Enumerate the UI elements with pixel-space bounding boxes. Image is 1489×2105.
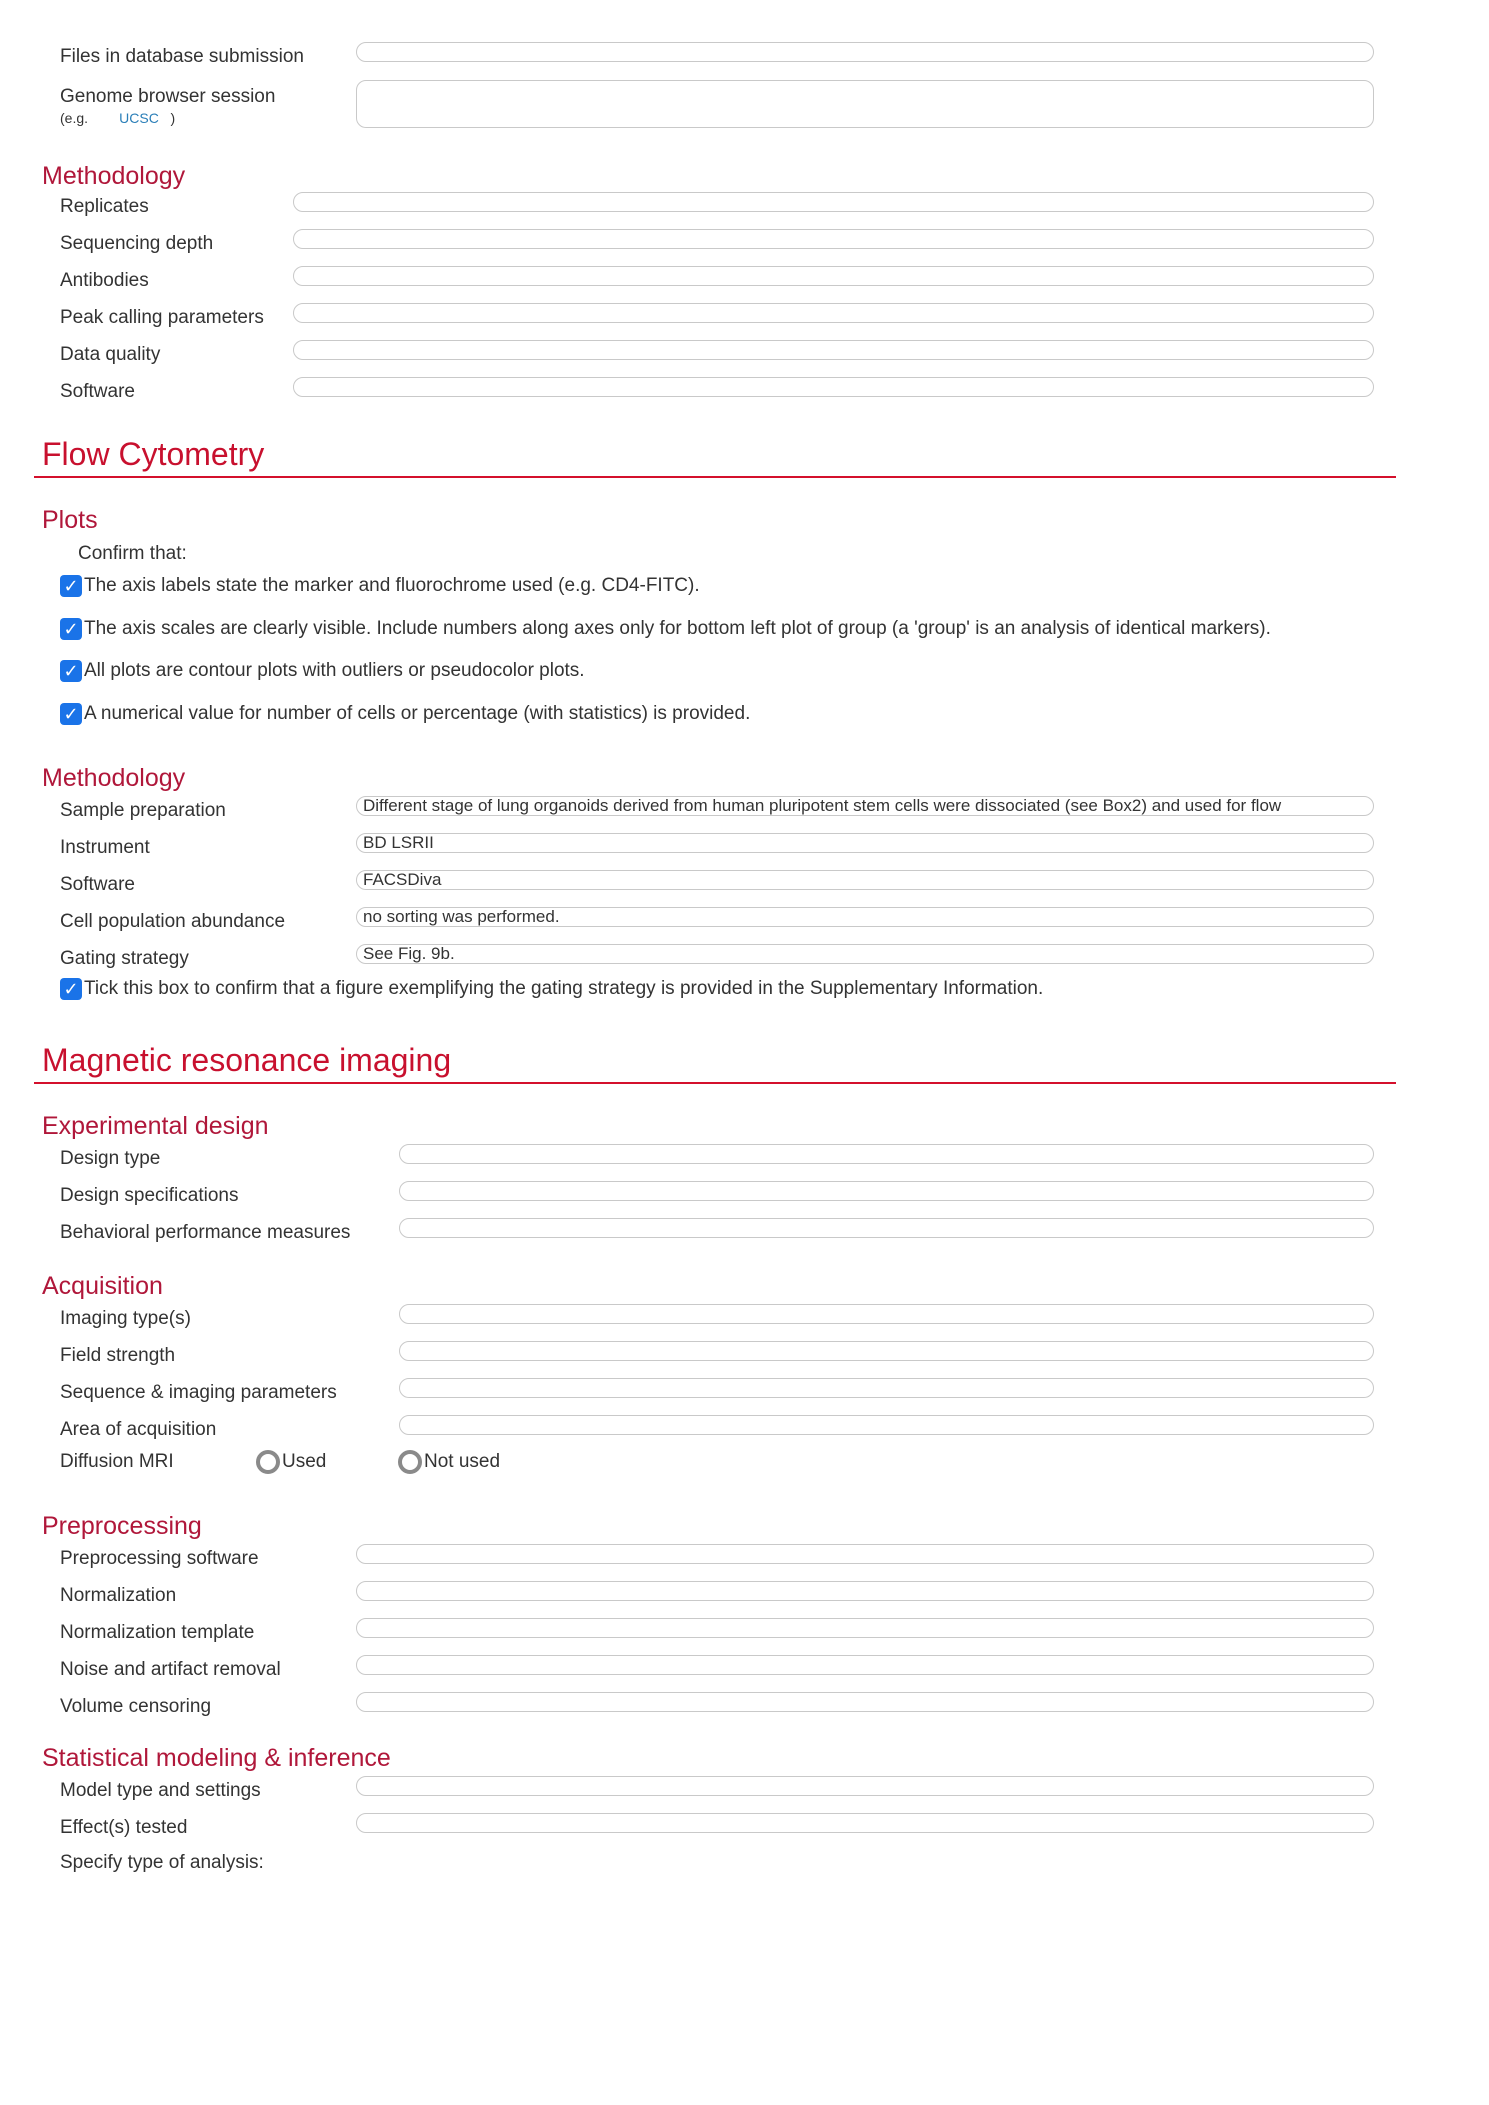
acquisition-title: Acquisition — [42, 1272, 163, 1300]
genome-label: Genome browser session — [60, 86, 276, 107]
radio-label: Used — [282, 1451, 327, 1472]
normalization-input[interactable] — [356, 1581, 1374, 1601]
sample-preparation-input[interactable]: Different stage of lung organoids derived from human pluripotent stem cells were dissociated (see Box2) and used for flow — [356, 796, 1374, 816]
checkbox-checked[interactable]: ✓ — [60, 575, 82, 597]
field-label: Volume censoring — [60, 1696, 212, 1717]
ucsc-link[interactable]: UCSC — [119, 110, 159, 126]
gating-strategy-input[interactable]: See Fig. 9b. — [356, 944, 1374, 964]
experimental-design-title: Experimental design — [42, 1112, 269, 1140]
checkbox-checked[interactable]: ✓ — [60, 978, 82, 1000]
field-label: Imaging type(s) — [60, 1308, 191, 1329]
field-label: Normalization — [60, 1585, 177, 1606]
genome-hint-suffix: ) — [170, 110, 176, 126]
genome-input[interactable] — [356, 80, 1374, 128]
field-label: Peak calling parameters — [60, 307, 264, 328]
radio-circle-icon[interactable] — [256, 1450, 280, 1474]
field-label: Preprocessing software — [60, 1548, 259, 1569]
field-label: Effect(s) tested — [60, 1817, 188, 1838]
radio-label: Not used — [424, 1451, 501, 1472]
field-label: Design specifications — [60, 1185, 239, 1206]
preprocessing-software-input[interactable] — [356, 1544, 1374, 1564]
check-label: The axis labels state the marker and fluorochrome used (e.g. CD4-FITC). — [84, 575, 700, 596]
check-row[interactable] — [60, 575, 700, 597]
field-label: Replicates — [60, 196, 149, 217]
field-label: Software — [60, 874, 135, 895]
noise-removal-input[interactable] — [356, 1655, 1374, 1675]
peak-calling-input[interactable] — [293, 303, 1374, 323]
design-type-input[interactable] — [399, 1144, 1374, 1164]
field-label: Field strength — [60, 1345, 176, 1366]
radio-not-used[interactable] — [398, 1450, 500, 1474]
statistical-modeling-title: Statistical modeling & inference — [42, 1744, 391, 1772]
design-spec-input[interactable] — [399, 1181, 1374, 1201]
flow-cytometry-title: Flow Cytometry — [42, 436, 265, 472]
field-label: Area of acquisition — [60, 1419, 217, 1440]
field-label: Sequencing depth — [60, 233, 214, 254]
chip-methodology-title: Methodology — [42, 162, 186, 190]
field-label: Model type and settings — [60, 1780, 261, 1801]
normalization-template-input[interactable] — [356, 1618, 1374, 1638]
model-type-input[interactable] — [356, 1776, 1374, 1796]
field-label: Instrument — [60, 837, 150, 858]
check-label: The axis scales are clearly visible. Include numbers along axes only for bottom left plot of group (a 'group' is an analysis of identical markers). — [84, 618, 1271, 639]
check-label: All plots are contour plots with outliers or pseudocolor plots. — [84, 660, 585, 681]
field-label: Cell population abundance — [60, 911, 286, 932]
flow-methodology-title: Methodology — [42, 764, 186, 792]
field-label: Sequence & imaging parameters — [60, 1382, 337, 1403]
field-label: Design type — [60, 1148, 161, 1169]
files-input[interactable] — [356, 42, 1374, 62]
radio-circle-icon[interactable] — [398, 1450, 422, 1474]
flow-software-input[interactable]: FACSDiva — [356, 870, 1374, 890]
check-label: A numerical value for number of cells or percentage (with statistics) is provided. — [84, 703, 751, 724]
section-divider — [34, 1082, 1396, 1084]
sequence-params-input[interactable] — [399, 1378, 1374, 1398]
data-quality-input[interactable] — [293, 340, 1374, 360]
plots-title: Plots — [42, 506, 98, 534]
replicates-input[interactable] — [293, 192, 1374, 212]
checkbox-checked[interactable]: ✓ — [60, 660, 82, 682]
sequencing-depth-input[interactable] — [293, 229, 1374, 249]
volume-censoring-input[interactable] — [356, 1692, 1374, 1712]
genome-hint-prefix: (e.g. — [60, 110, 89, 126]
imaging-type-input[interactable] — [399, 1304, 1374, 1324]
check-row[interactable] — [60, 618, 1271, 640]
check-label: Tick this box to confirm that a figure exemplifying the gating strategy is provided in the Supplementary Information. — [84, 978, 1044, 999]
field-label: Software — [60, 381, 135, 402]
field-label: Noise and artifact removal — [60, 1659, 281, 1680]
field-label: Behavioral performance measures — [60, 1222, 351, 1243]
diffusion-mri-label: Diffusion MRI — [60, 1451, 174, 1472]
genome-hint — [60, 110, 175, 126]
field-label: Sample preparation — [60, 800, 226, 821]
field-label: Normalization template — [60, 1622, 255, 1643]
section-divider — [34, 476, 1396, 478]
files-label: Files in database submission — [60, 46, 304, 67]
instrument-input[interactable]: BD LSRII — [356, 833, 1374, 853]
check-row[interactable] — [60, 660, 585, 682]
behavioral-input[interactable] — [399, 1218, 1374, 1238]
cell-population-input[interactable]: no sorting was performed. — [356, 907, 1374, 927]
mri-title: Magnetic resonance imaging — [42, 1042, 452, 1078]
field-label: Gating strategy — [60, 948, 189, 969]
effects-tested-input[interactable] — [356, 1813, 1374, 1833]
area-acquisition-input[interactable] — [399, 1415, 1374, 1435]
software-input[interactable] — [293, 377, 1374, 397]
checkbox-checked[interactable]: ✓ — [60, 703, 82, 725]
gating-check-row[interactable] — [60, 978, 1043, 1000]
check-row[interactable] — [60, 703, 750, 725]
field-strength-input[interactable] — [399, 1341, 1374, 1361]
field-label: Antibodies — [60, 270, 149, 291]
radio-used[interactable] — [256, 1450, 326, 1474]
checkbox-checked[interactable]: ✓ — [60, 618, 82, 640]
confirm-label: Confirm that: — [78, 543, 187, 564]
preprocessing-title: Preprocessing — [42, 1512, 202, 1540]
field-label: Data quality — [60, 344, 161, 365]
antibodies-input[interactable] — [293, 266, 1374, 286]
analysis-type-label: Specify type of analysis: — [60, 1852, 264, 1873]
